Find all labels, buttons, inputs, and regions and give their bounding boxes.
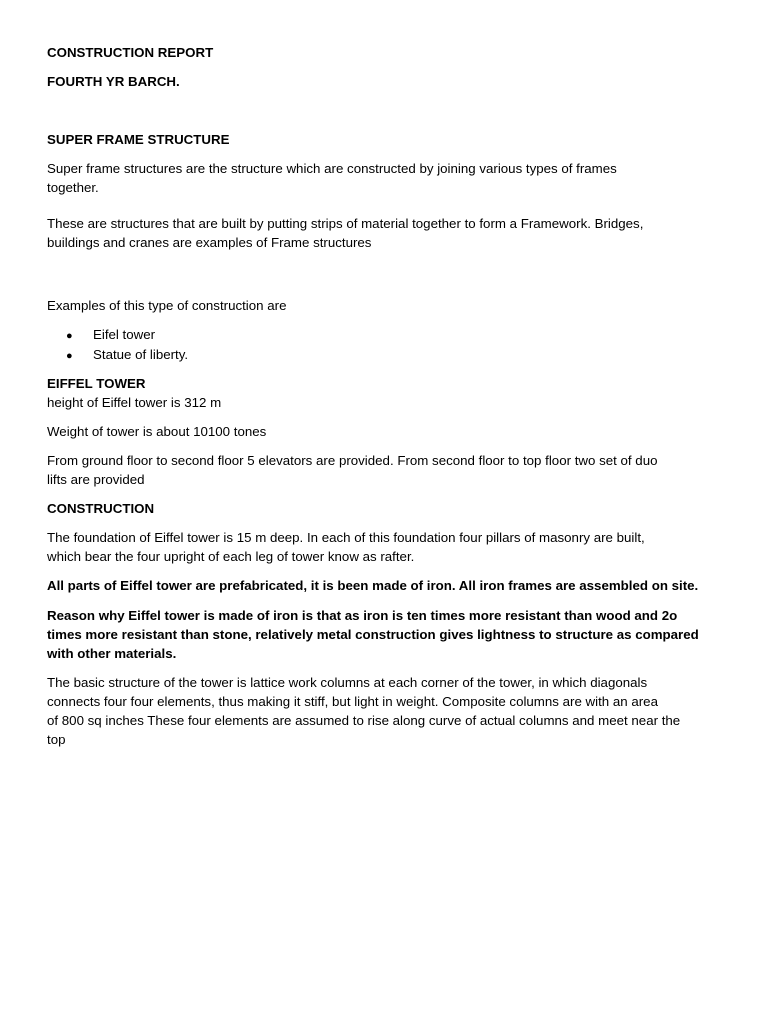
paragraph-line: top	[47, 732, 66, 747]
paragraph-line: Super frame structures are the structure which are constructed by joining various types of frames	[47, 161, 617, 176]
paragraph-line: together.	[47, 180, 99, 195]
report-subtitle: FOURTH YR BARCH.	[47, 74, 180, 89]
paragraph-line: The basic structure of the tower is lattice work columns at each corner of the tower, in which diagonals	[47, 675, 648, 690]
bold-paragraph-line: with other materials.	[47, 646, 177, 661]
paragraph-line: Weight of tower is about 10100 tones	[47, 424, 267, 439]
list-item-label: Eifel tower	[93, 327, 156, 342]
paragraph-line: lifts are provided	[47, 472, 145, 487]
list-item	[66, 325, 155, 346]
list-item-label: Statue of liberty.	[93, 347, 189, 362]
paragraph-line: From ground floor to second floor 5 elevators are provided. From second floor to top floor two set of duo	[47, 453, 658, 468]
examples-intro: Examples of this type of construction are	[47, 298, 287, 313]
eiffel-heading: EIFFEL TOWER	[47, 376, 146, 391]
paragraph-line: These are structures that are built by putting strips of material together to form a Framework. Bridges,	[47, 216, 644, 231]
paragraph-line: connects four four elements, thus making it stiff, but light in weight. Composite columns are with an area	[47, 694, 658, 709]
paragraph-line: height of Eiffel tower is 312 m	[47, 395, 222, 410]
paragraph-line: buildings and cranes are examples of Frame structures	[47, 235, 372, 250]
report-title: CONSTRUCTION REPORT	[47, 45, 214, 60]
construction-heading: CONSTRUCTION	[47, 501, 155, 516]
bullet-icon: ●	[66, 330, 73, 342]
paragraph-line: The foundation of Eiffel tower is 15 m deep. In each of this foundation four pillars of masonry are built,	[47, 530, 645, 545]
bold-paragraph-line: Reason why Eiffel tower is made of iron is that as iron is ten times more resistant than wood and 2o	[47, 608, 678, 623]
bullet-icon: ●	[66, 350, 73, 362]
list-item	[66, 345, 188, 366]
bold-paragraph-line: times more resistant than stone, relatively metal construction gives lightness to structure as compared	[47, 627, 699, 642]
bold-paragraph-line: All parts of Eiffel tower are prefabricated, it is been made of iron. All iron frames are assembled on site.	[47, 578, 699, 593]
paragraph-line: which bear the four upright of each leg of tower know as rafter.	[47, 549, 415, 564]
super-frame-heading: SUPER FRAME STRUCTURE	[47, 132, 230, 147]
paragraph-line: of 800 sq inches These four elements are assumed to rise along curve of actual columns and meet near the	[47, 713, 681, 728]
